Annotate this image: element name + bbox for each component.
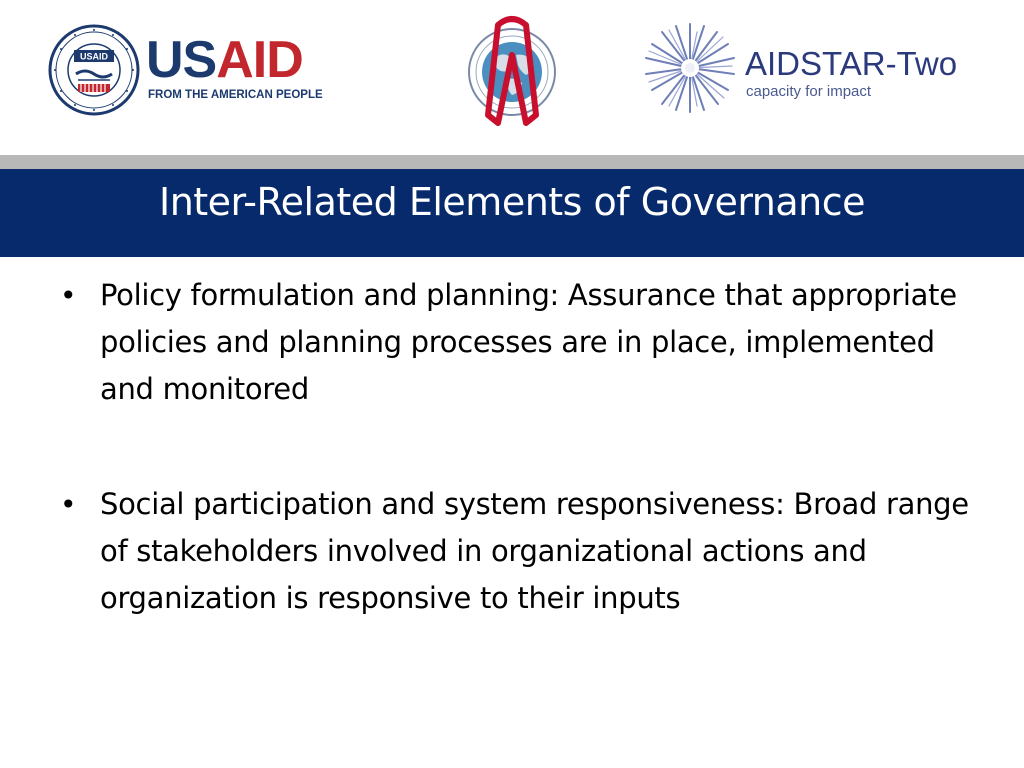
- usaid-seal-label: USAID: [79, 51, 109, 62]
- title-bar: [0, 169, 1024, 257]
- starburst-icon: [644, 22, 736, 114]
- usaid-tagline: FROM THE AMERICAN PEOPLE: [148, 89, 323, 101]
- bullet-marker: •: [60, 279, 77, 312]
- logo-strip: [0, 0, 1024, 155]
- bullet-text: Policy formulation and planning: Assurance that appropriate policies and planning processes are in place, implemented and monitored: [100, 278, 957, 406]
- usaid-logo-text: [146, 31, 303, 89]
- usaid-wordmark: [146, 31, 346, 109]
- bullet-item-policy: [56, 272, 976, 413]
- bullet-text: Social participation and system responsiveness: Broad range of stakeholders involved in organizational actions and organization is responsive to their inputs: [100, 487, 969, 615]
- usaid-seal-icon: [48, 24, 140, 116]
- bullet-item-participation: [56, 481, 976, 622]
- aidstar-name: AIDSTAR-Two: [745, 45, 958, 82]
- aidstar-tagline: capacity for impact: [746, 83, 872, 100]
- bullet-list: [56, 272, 976, 622]
- title-divider-rule: [0, 155, 1024, 169]
- bullet-marker: •: [60, 488, 77, 521]
- usaid-us-text: US: [146, 31, 217, 89]
- usaid-aid-text: AID: [216, 31, 303, 89]
- globe-ribbon-seal-icon: [464, 15, 560, 129]
- slide-title: Inter-Related Elements of Governance: [158, 180, 866, 224]
